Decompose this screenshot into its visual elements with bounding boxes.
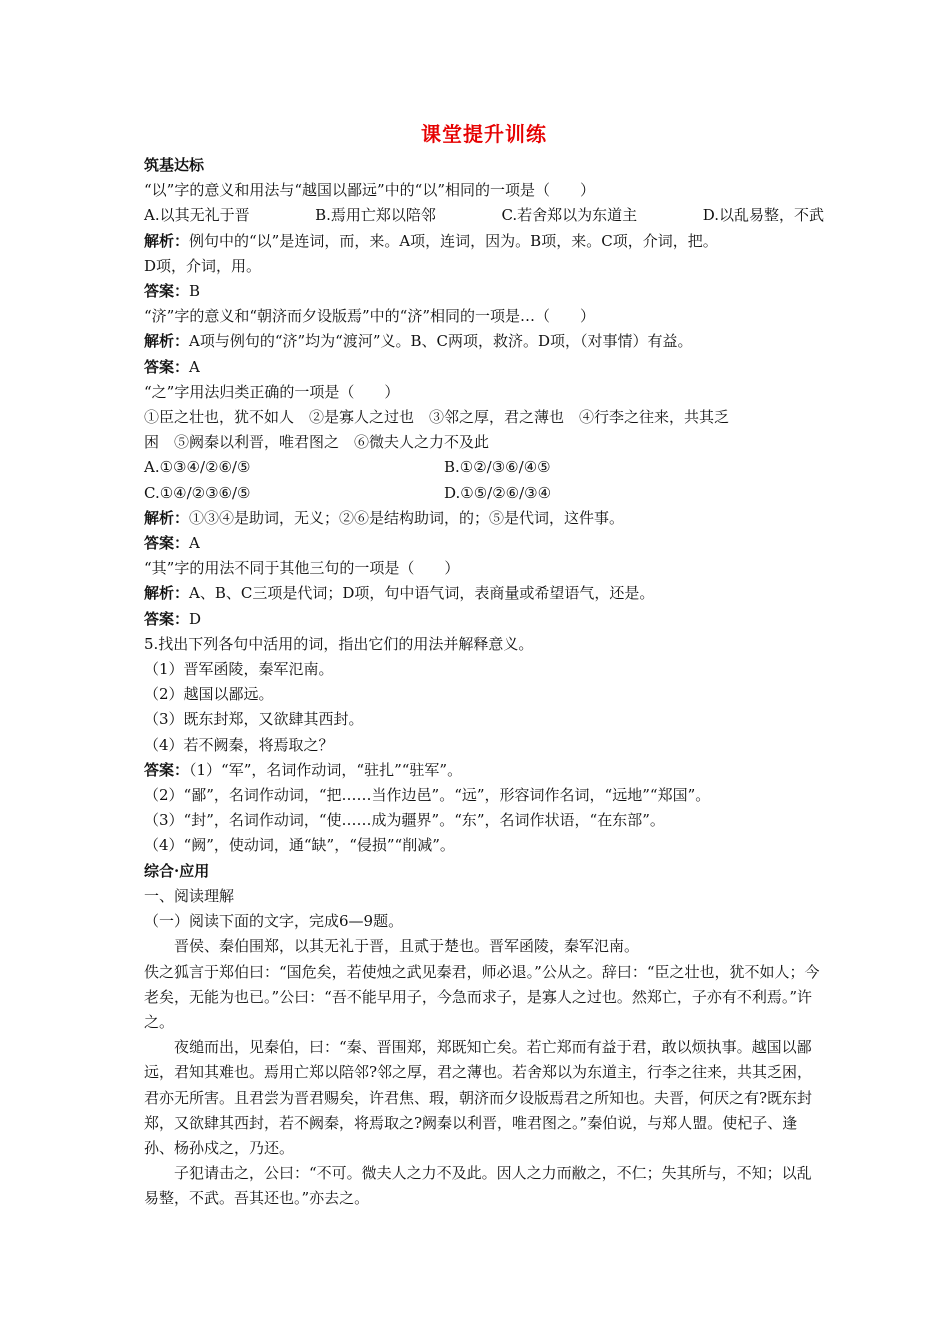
passage-paragraph: 夜缒而出，见秦伯，曰：“秦、晋围郑，郑既知亡矣。若亡郑而有益于君，敢以烦执事。越国以鄙远，君知其难也。焉用亡郑以陪邻?邻之厚，君之薄也。若舍郑以为东道主，行李之往来，共其乏困，君亦无所害。且君尝为晋君赐矣，许君焦、瑕，朝济而夕设版焉君之所知也。夫晋，何厌之有?既东封郑，又欲肆其西封，若不阙秦，将焉取之?阙秦以利晋，唯君图之。”秦伯说，与郑人盟。使杞子、逢孙、杨孙戍之，乃还。 bbox=[144, 1038, 813, 1157]
answer bbox=[144, 531, 824, 556]
analysis-label: 解析： bbox=[144, 508, 190, 527]
answer-item: （4）“阙”，使动词，通“缺”，“侵损”“削减”。 bbox=[144, 836, 455, 855]
analysis bbox=[144, 581, 824, 606]
answer-text: A bbox=[189, 357, 200, 376]
section-heading: 综合·应用 bbox=[144, 861, 210, 880]
analysis-text: 例句中的“以”是连词，而，来。A项，连词，因为。B项，来。C项，介词，把。 bbox=[189, 231, 718, 250]
option-b: B.焉用亡郑以陪邻 bbox=[315, 206, 436, 225]
question-item: （4）若不阙秦，将焉取之？ bbox=[144, 735, 334, 754]
question-item: （3）既东封郑，又欲肆其西封。 bbox=[144, 710, 364, 729]
answer-text: D bbox=[189, 609, 202, 628]
analysis bbox=[144, 329, 824, 354]
passage-paragraph: 子犯请击之，公曰：“不可。微夫人之力不及此。因人之力而敝之，不仁；失其所与，不知；以乱易整，不武。吾其还也。”亦去之。 bbox=[144, 1164, 812, 1208]
answer-item: （2）“鄙”，名词作动词，“把……当作边邑”。“远”，形容词作名词，“远地”“郑国”。 bbox=[144, 786, 711, 805]
answer-item: （3）“封”，名词作动词，“使……成为疆界”。“东”，名词作状语，“在东部”。 bbox=[144, 811, 665, 830]
answer bbox=[144, 758, 824, 783]
option-b: B.①②/③⑥/④⑤ bbox=[444, 458, 551, 477]
answer-text: （1）“军”，名词作动词，“驻扎”“驻军”。 bbox=[189, 760, 463, 779]
answer bbox=[144, 355, 824, 380]
options-grid bbox=[144, 455, 824, 505]
question-stem: 5.找出下列各句中活用的词，指出它们的用法并解释意义。 bbox=[144, 634, 534, 653]
question-stem: “其”字的用法不同于其他三句的一项是（ ） bbox=[144, 559, 460, 578]
question-stem: “济”字的意义和“朝济而夕设版焉”中的“济”相同的一项是…（ ） bbox=[144, 307, 596, 326]
passage-paragraph: 佚之狐言于郑伯曰：“国危矣，若使烛之武见秦君，师必退。”公从之。辞曰：“臣之壮也，犹不如人；今老矣，无能为也已。”公曰：“吾不能早用子，今急而求子，是寡人之过也。然郑亡，子亦有不利焉。”许之。 bbox=[144, 962, 820, 1031]
analysis-text: ①③④是助词，无义；②⑥是结构助词，的；⑤是代词，这件事。 bbox=[189, 508, 625, 527]
part-subheading: （一）阅读下面的文字，完成6—9题。 bbox=[144, 912, 404, 931]
option-a: A.①③④/②⑥/⑤ bbox=[144, 458, 251, 477]
answer bbox=[144, 607, 824, 632]
answer-text: B bbox=[189, 282, 201, 301]
analysis-text: A项与例句的“济”均为“渡河”义。B、C两项，救济。D项，（对事情）有益。 bbox=[189, 332, 693, 351]
answer bbox=[144, 279, 824, 304]
question-stem: “以”字的意义和用法与“越国以鄙远”中的“以”相同的一项是（ ） bbox=[144, 181, 596, 200]
answer-label: 答案： bbox=[144, 534, 190, 553]
section-heading: 筑基达标 bbox=[144, 156, 205, 174]
answer-label: 答案： bbox=[144, 357, 190, 376]
question-items: ①臣之壮也，犹不如人 ②是寡人之过也 ③邻之厚，君之薄也 ④行李之往来，共其乏 bbox=[144, 408, 730, 427]
answer-label: 答案： bbox=[144, 282, 190, 301]
analysis bbox=[144, 506, 824, 531]
document-page bbox=[144, 118, 824, 1212]
answer-text: A bbox=[189, 534, 200, 553]
analysis-label: 解析： bbox=[144, 584, 190, 603]
analysis bbox=[144, 229, 824, 254]
option-c: C.若舍郑以为东道主 bbox=[501, 206, 638, 225]
part-heading: 一、阅读理解 bbox=[144, 886, 235, 905]
page-title: 课堂提升训练 bbox=[421, 122, 547, 146]
analysis-continued: D项，介词，用。 bbox=[144, 256, 262, 275]
option-d: D.①⑤/②⑥/③④ bbox=[444, 483, 552, 502]
question-item: （1）晋军函陵，秦军氾南。 bbox=[144, 660, 334, 679]
answer-label: 答案： bbox=[144, 609, 190, 628]
option-d: D.以乱易整，不武 bbox=[702, 206, 824, 225]
options-row bbox=[144, 203, 824, 228]
analysis-label: 解析： bbox=[144, 231, 190, 250]
answer-label: 答案： bbox=[144, 760, 190, 779]
analysis-text: A、B、C三项是代词；D项，句中语气词，表商量或希望语气，还是。 bbox=[189, 584, 655, 603]
question-item: （2）越国以鄙远。 bbox=[144, 685, 274, 704]
question-items-continued: 困 ⑤阙秦以利晋，唯君图之 ⑥微夫人之力不及此 bbox=[144, 433, 490, 452]
passage-paragraph: 晋侯、秦伯围郑，以其无礼于晋，且贰于楚也。晋军函陵，秦军氾南。 bbox=[174, 937, 640, 956]
analysis-label: 解析： bbox=[144, 332, 190, 351]
option-c: C.①④/②③⑥/⑤ bbox=[144, 483, 251, 502]
question-stem: “之”字用法归类正确的一项是（ ） bbox=[144, 382, 400, 401]
option-a: A.以其无礼于晋 bbox=[144, 206, 250, 225]
